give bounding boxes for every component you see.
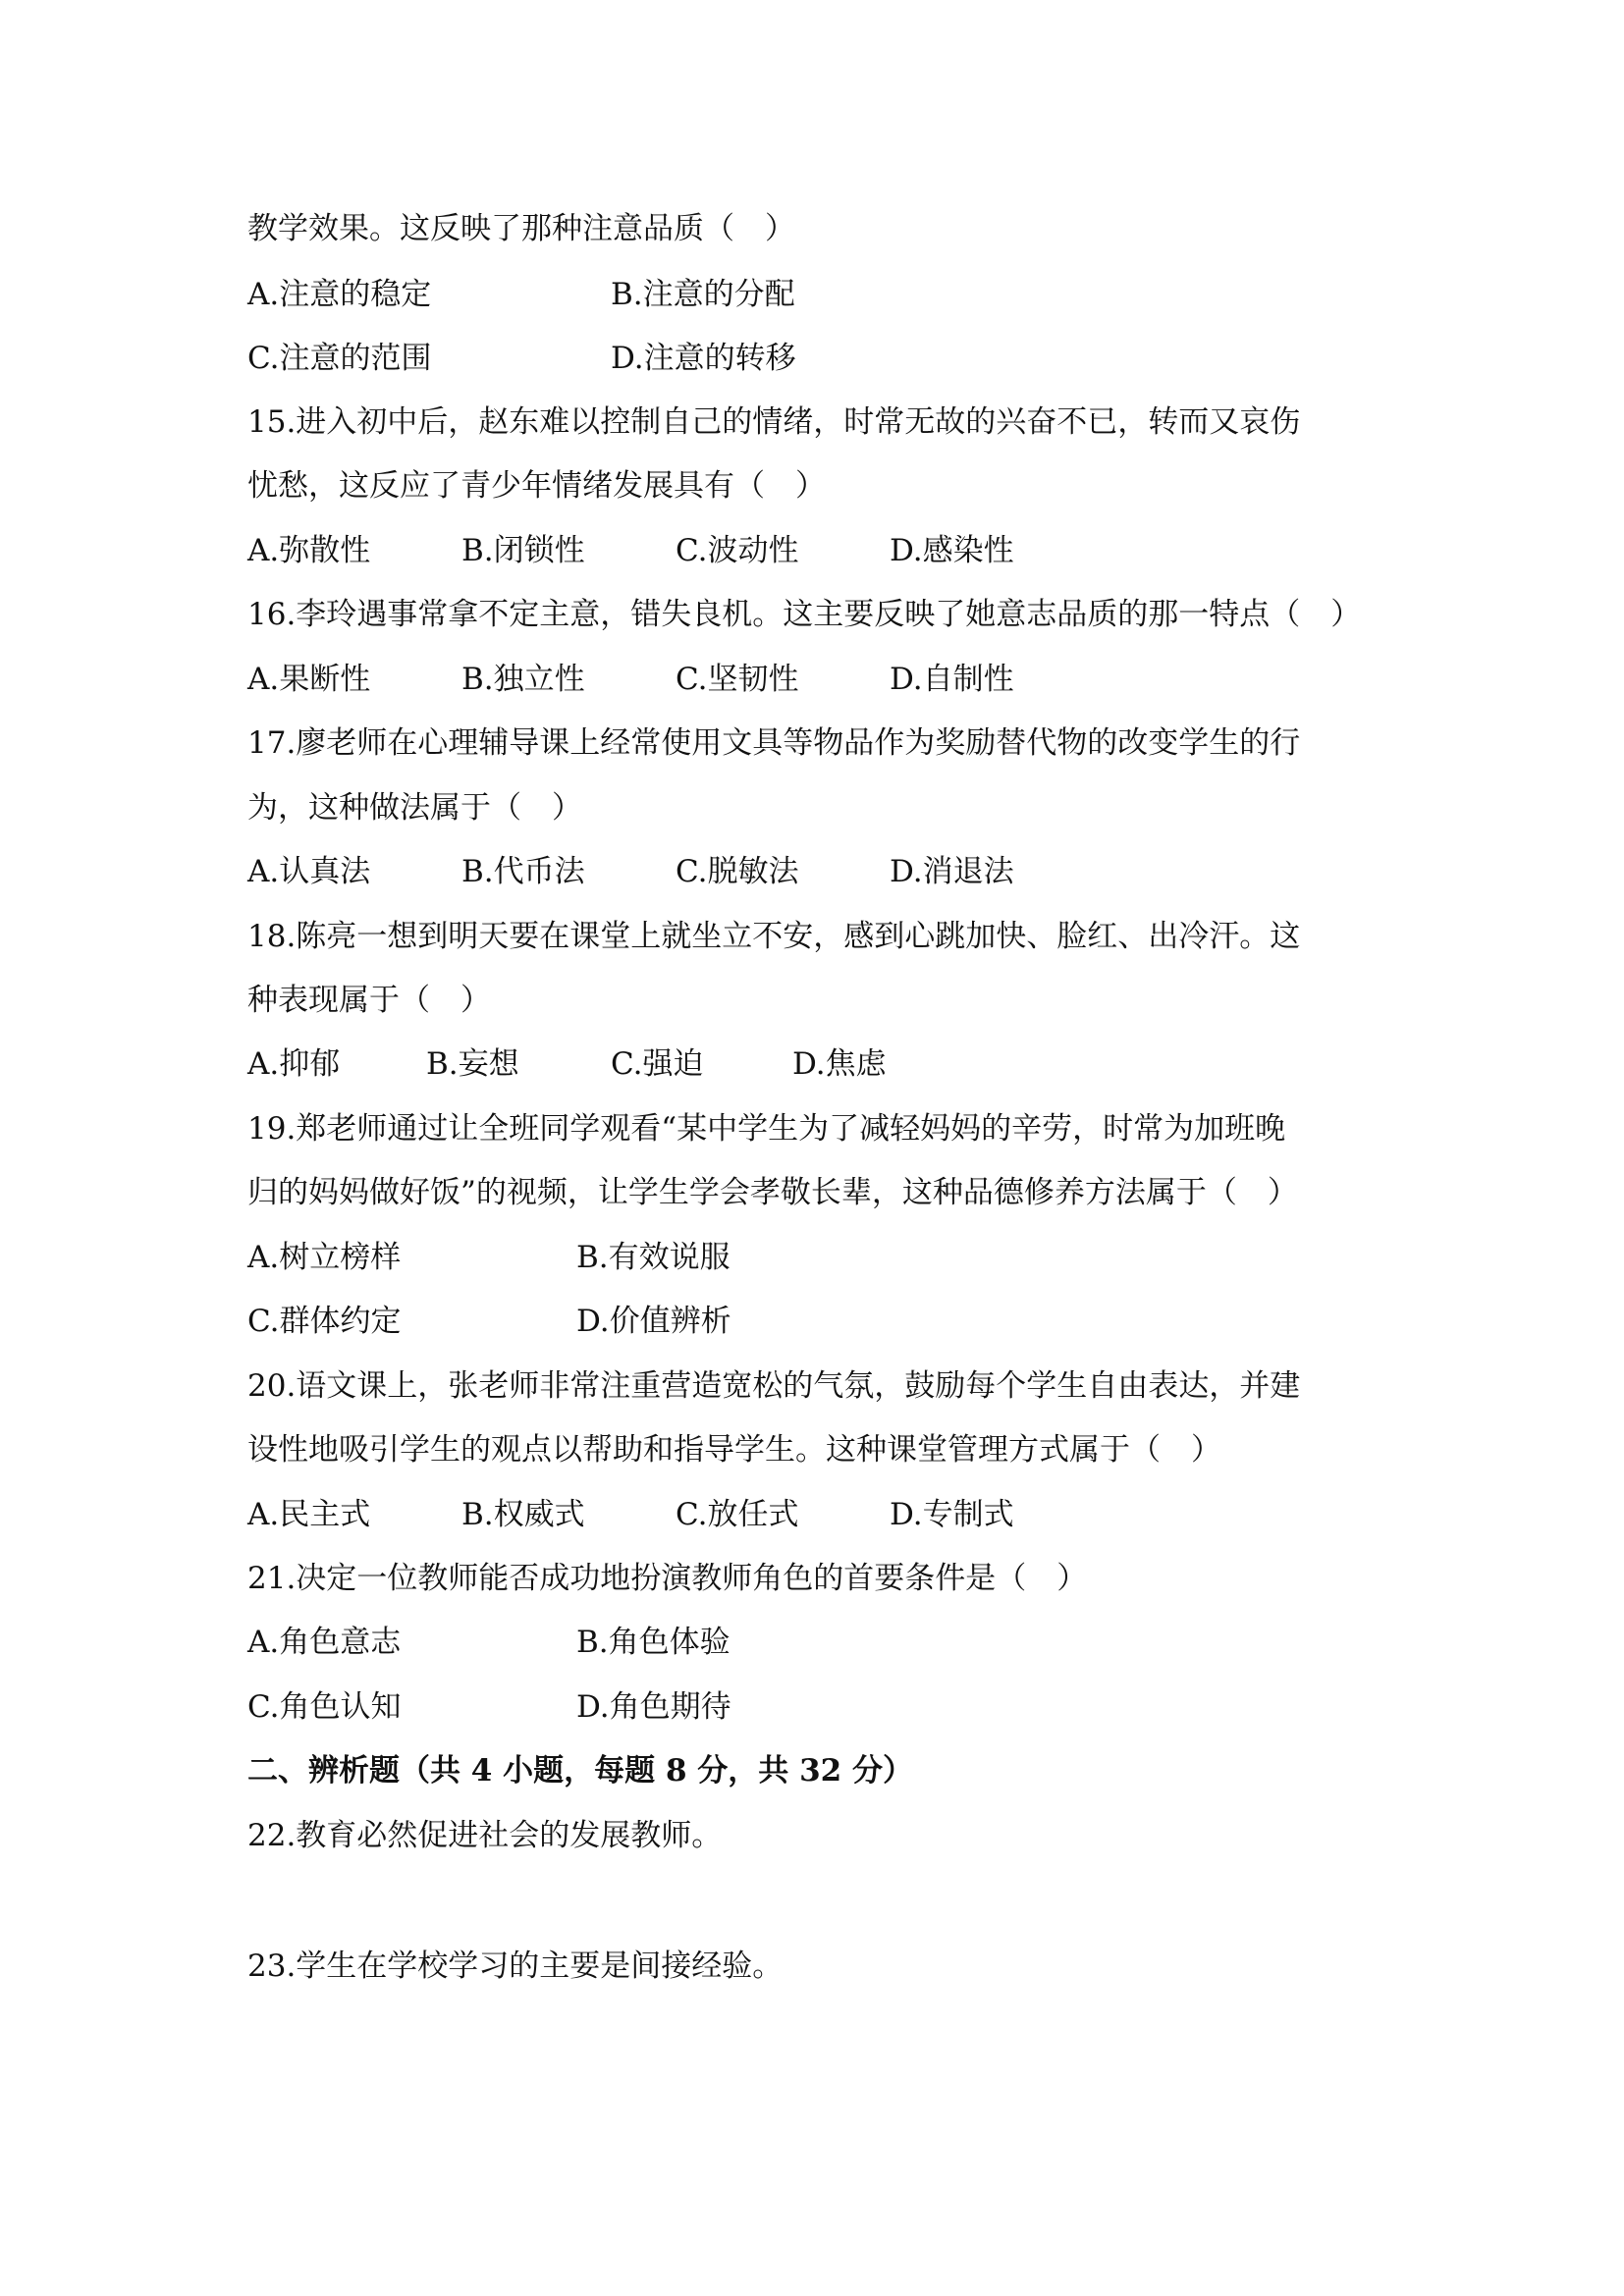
option-c: C.注意的范围 xyxy=(247,341,432,376)
question-22-stem: 22.教育必然促进社会的发展教师。 xyxy=(247,1818,723,1853)
option-a: A.民主式 xyxy=(247,1497,371,1532)
question-23-stem: 23.学生在学校学习的主要是间接经验。 xyxy=(247,1949,784,1984)
option-b: B.注意的分配 xyxy=(611,277,795,312)
option-a: A.弥散性 xyxy=(247,533,371,568)
option-b: B.闭锁性 xyxy=(461,533,585,568)
option-c: C.群体约定 xyxy=(247,1304,402,1339)
option-b: B.代币法 xyxy=(461,854,585,889)
option-a: A.抑郁 xyxy=(247,1046,341,1082)
option-c: C.放任式 xyxy=(676,1497,799,1532)
option-a: A.认真法 xyxy=(247,854,371,889)
option-d: D.专制式 xyxy=(890,1497,1014,1532)
question-18-stem: 18.陈亮一想到明天要在课堂上就坐立不安，感到心跳加快、脸红、出冷汗。这 xyxy=(247,919,1301,954)
option-b: B.妄想 xyxy=(426,1046,519,1082)
question-15-stem: 15.进入初中后，赵东难以控制自己的情绪，时常无故的兴奋不已，转而又哀伤 xyxy=(247,404,1301,440)
option-c: C.坚韧性 xyxy=(676,662,799,697)
option-d: D.注意的转移 xyxy=(611,341,796,376)
option-b: B.权威式 xyxy=(461,1497,585,1532)
option-d: D.焦虑 xyxy=(792,1046,887,1082)
option-d: D.价值辨析 xyxy=(576,1304,731,1339)
option-b: B.独立性 xyxy=(461,662,585,697)
question-20-stem: 20.语文课上，张老师非常注重营造宽松的气氛，鼓励每个学生自由表达，并建 xyxy=(247,1368,1301,1404)
option-d: D.自制性 xyxy=(890,662,1014,697)
question-14-stem-end: 教学效果。这反映了那种注意品质（ ） xyxy=(247,211,795,246)
option-d: D.感染性 xyxy=(890,533,1014,568)
question-19-stem: 归的妈妈做好饭”的视频，让学生学会孝敬长辈，这种品德修养方法属于（ ） xyxy=(247,1175,1298,1210)
option-d: D.角色期待 xyxy=(576,1689,731,1725)
option-a: A.树立榜样 xyxy=(247,1240,402,1275)
option-a: A.注意的稳定 xyxy=(247,277,432,312)
question-16-stem: 16.李玲遇事常拿不定主意，错失良机。这主要反映了她意志品质的那一特点（ ） xyxy=(247,597,1362,632)
question-19-stem: 19.郑老师通过让全班同学观看“某中学生为了减轻妈妈的辛劳，时常为加班晚 xyxy=(247,1111,1286,1147)
question-18-stem: 种表现属于（ ） xyxy=(247,983,491,1018)
option-c: C.脱敏法 xyxy=(676,854,799,889)
section-heading: 二、辨析题（共 4 小题，每题 8 分，共 32 分） xyxy=(247,1753,914,1789)
option-c: C.强迫 xyxy=(611,1046,704,1082)
option-c: C.角色认知 xyxy=(247,1689,402,1725)
question-21-stem: 21.决定一位教师能否成功地扮演教师角色的首要条件是（ ） xyxy=(247,1561,1088,1596)
option-c: C.波动性 xyxy=(676,533,799,568)
question-17-stem: 为，这种做法属于（ ） xyxy=(247,790,582,826)
question-20-stem: 设性地吸引学生的观点以帮助和指导学生。这种课堂管理方式属于（ ） xyxy=(247,1432,1221,1468)
option-a: A.角色意志 xyxy=(247,1625,402,1660)
option-a: A.果断性 xyxy=(247,662,371,697)
question-15-stem: 忧愁，这反应了青少年情绪发展具有（ ） xyxy=(247,468,826,504)
option-b: B.角色体验 xyxy=(576,1625,731,1660)
option-d: D.消退法 xyxy=(890,854,1014,889)
option-b: B.有效说服 xyxy=(576,1240,731,1275)
question-17-stem: 17.廖老师在心理辅导课上经常使用文具等物品作为奖励替代物的改变学生的行 xyxy=(247,725,1301,761)
